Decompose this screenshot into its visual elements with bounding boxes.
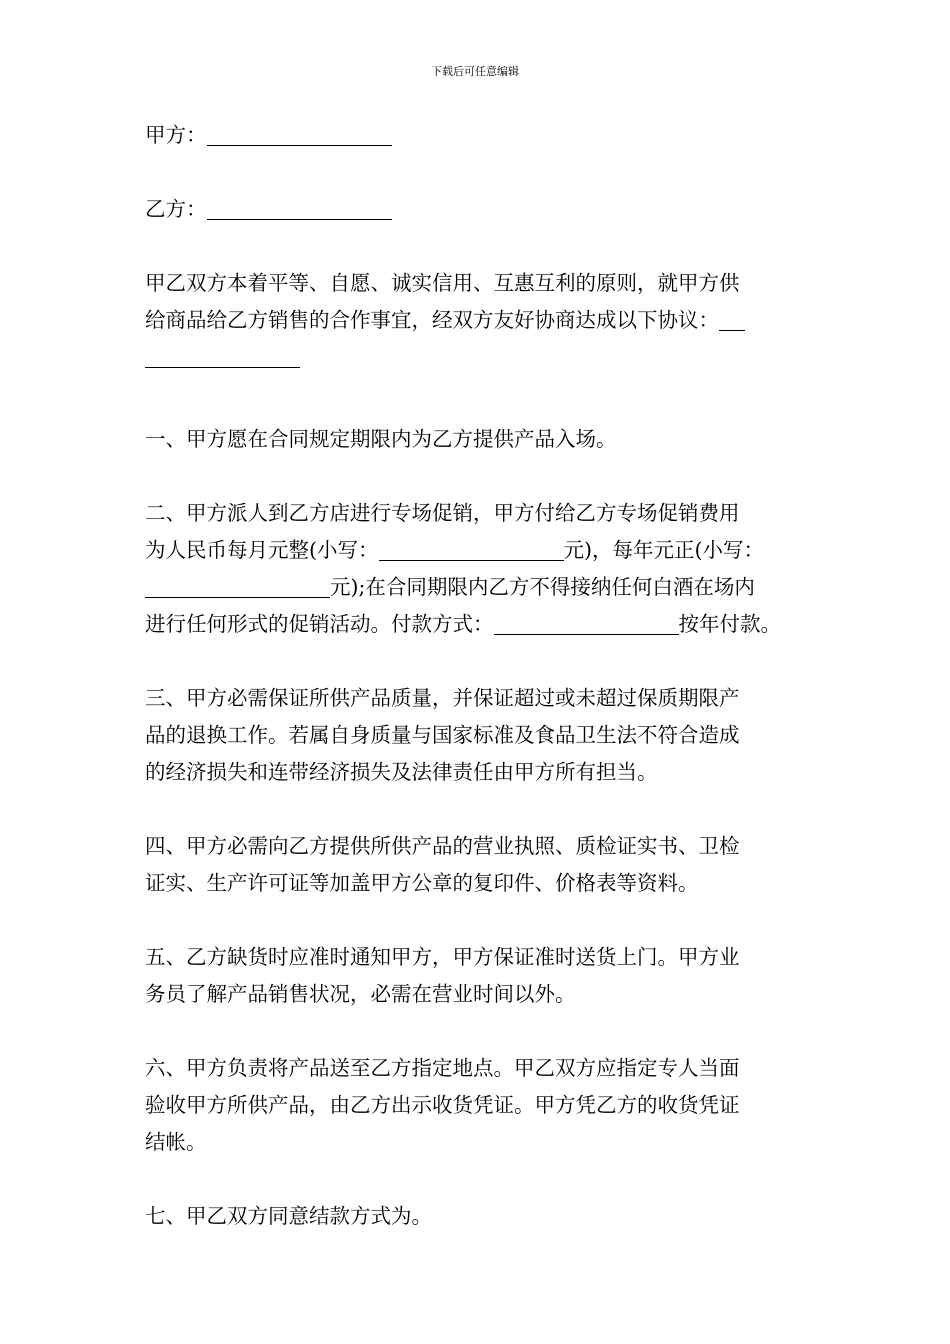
agreement-blank xyxy=(719,306,745,331)
clause-4 xyxy=(145,828,825,902)
clause-line: 证实、生产许可证等加盖甲方公章的复印件、价格表等资料。 xyxy=(145,871,699,895)
intro-line xyxy=(145,339,825,376)
agreement-blank-continued xyxy=(145,343,300,368)
party-a-label: 甲方： xyxy=(145,123,207,147)
clause-line: 元);在合同期限内乙方不得接纳任何白酒在场内 xyxy=(145,569,825,606)
clause-3 xyxy=(145,680,825,791)
clause-line: 进行任何形式的促销活动。付款方式： 按年付款。 xyxy=(145,612,781,636)
party-b-label: 乙方： xyxy=(145,197,207,221)
payment-method-blank xyxy=(494,610,679,635)
clause-1 xyxy=(145,421,825,458)
clause-2 xyxy=(145,495,825,643)
intro-line: 给商品给乙方销售的合作事宜，经双方友好协商达成以下协议： xyxy=(145,302,825,339)
clause-6 xyxy=(145,1050,825,1161)
clause-7 xyxy=(145,1198,825,1235)
party-a-blank xyxy=(207,121,392,146)
monthly-amount-blank xyxy=(379,536,564,561)
party-b-blank xyxy=(207,195,392,220)
party-a-line xyxy=(145,117,825,154)
clause-line: 品的退换工作。若属自身质量与国家标准及食品卫生法不符合造成 xyxy=(145,723,740,747)
clause-line: 为人民币每月元整(小写： 元)，每年元正(小写： xyxy=(145,538,764,562)
clause-line: 六、甲方负责将产品送至乙方指定地点。甲乙双方应指定专人当面 xyxy=(145,1056,740,1080)
clause-line: 务员了解产品销售状况，必需在营业时间以外。 xyxy=(145,982,576,1006)
intro-line: 甲乙双方本着平等、自愿、诚实信用、互惠互利的原则，就甲方供 xyxy=(145,271,740,295)
page-header-note: 下载后可任意编辑 xyxy=(431,65,519,78)
intro-paragraph xyxy=(145,265,825,376)
clause-line: 二、甲方派人到乙方店进行专场促销，甲方付给乙方专场促销费用 xyxy=(145,501,740,525)
clause-line: 四、甲方必需向乙方提供所供产品的营业执照、质检证实书、卫检 xyxy=(145,834,740,858)
clause-line: 验收甲方所供产品，由乙方出示收货凭证。甲方凭乙方的收货凭证 xyxy=(145,1093,740,1117)
clause-5 xyxy=(145,939,825,1013)
clause-line: 七、甲乙双方同意结款方式为。 xyxy=(145,1204,432,1228)
clause-line: 一、甲方愿在合同规定期限内为乙方提供产品入场。 xyxy=(145,427,617,451)
clause-line: 结帐。 xyxy=(145,1130,207,1154)
party-b-line xyxy=(145,191,825,228)
contract-body xyxy=(145,117,825,1235)
clause-line: 的经济损失和连带经济损失及法律责任由甲方所有担当。 xyxy=(145,760,658,784)
clause-line: 三、甲方必需保证所供产品质量，并保证超过或未超过保质期限产 xyxy=(145,686,740,710)
yearly-amount-blank xyxy=(145,573,330,598)
clause-line: 五、乙方缺货时应准时通知甲方，甲方保证准时送货上门。甲方业 xyxy=(145,945,740,969)
